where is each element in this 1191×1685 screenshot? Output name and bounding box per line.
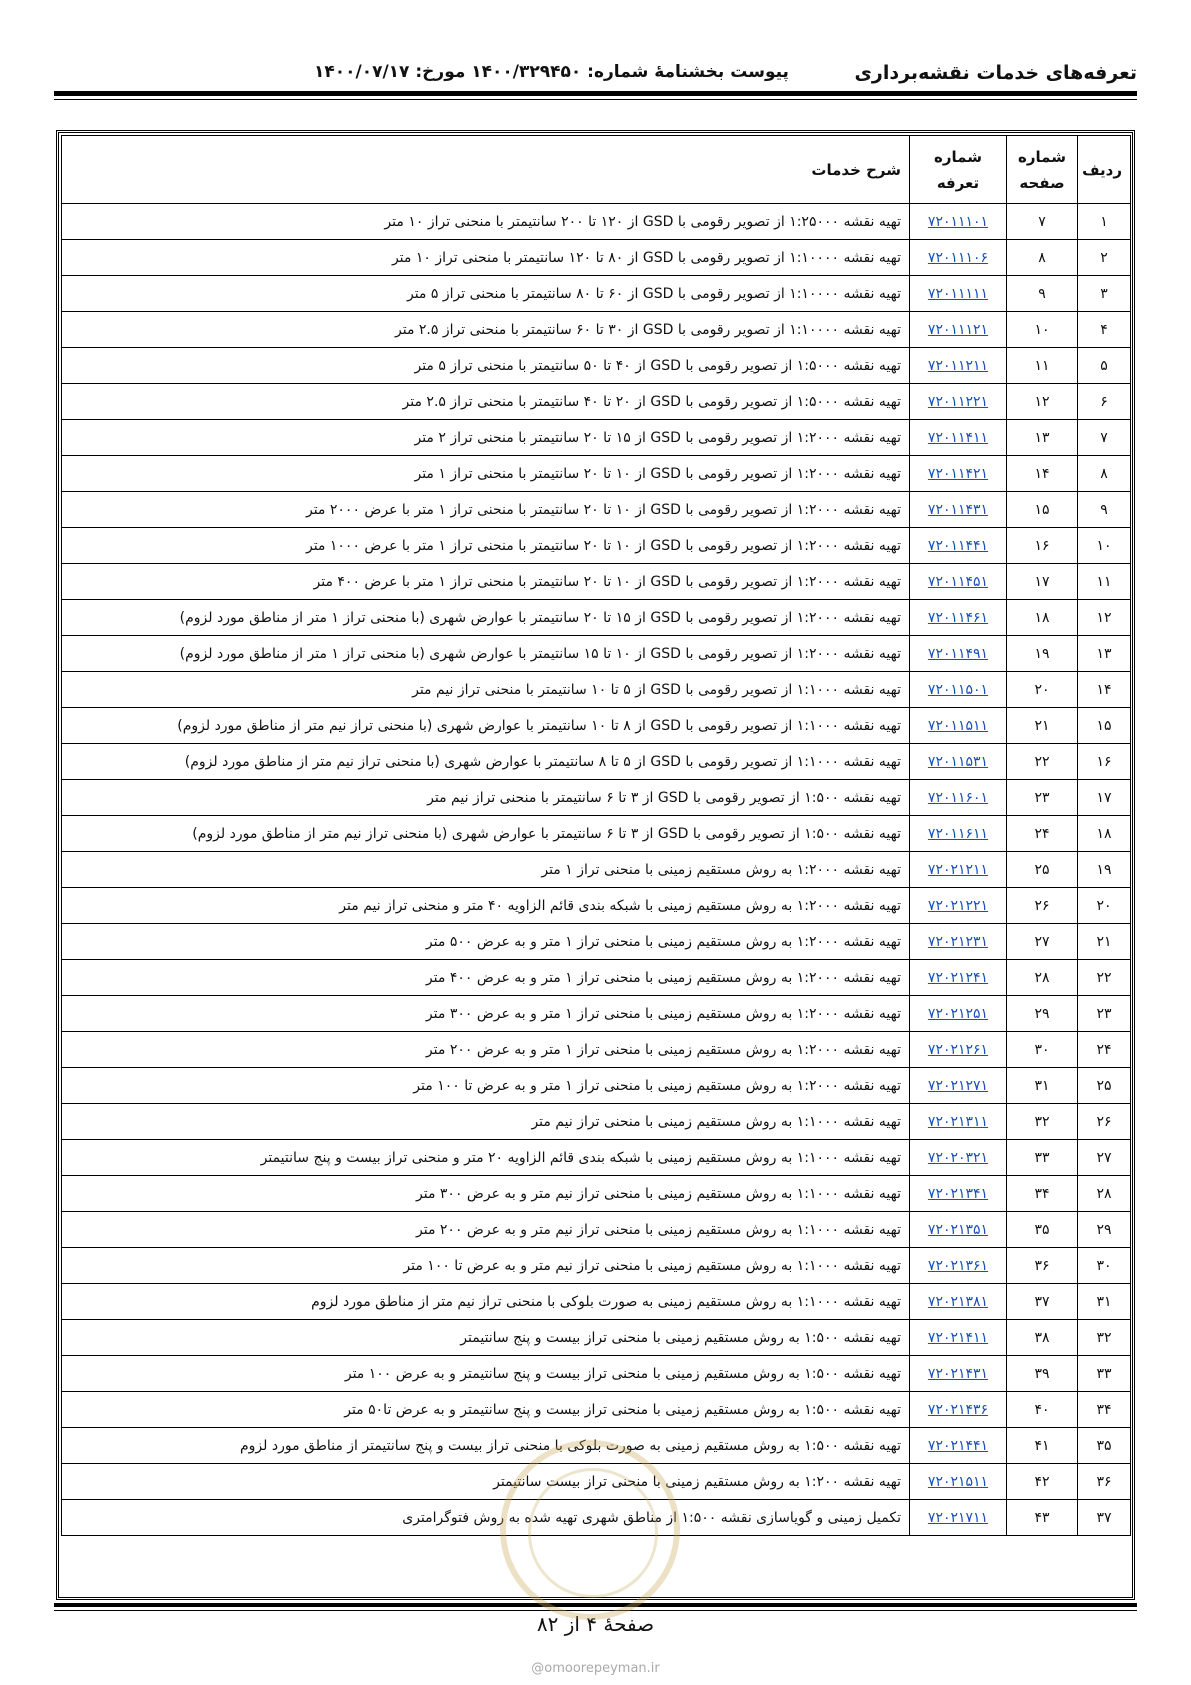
tariff-code-link[interactable]: ۷۲۰۱۱۵۰۱ [910, 672, 1007, 708]
table-row [62, 744, 1131, 780]
service-description: تهیه نقشه ۱:۱۰۰۰ از تصویر رقومی با GSD از ۸ تا ۱۰ سانتیمتر با عوارض شهری (با منحنی تراز نیم متر از مناطق مورد لزوم) [62, 708, 910, 744]
tariff-code-link[interactable]: ۷۲۰۲۱۳۴۱ [910, 1176, 1007, 1212]
page-number-cell: ۲۳ [1007, 780, 1078, 816]
tariff-code-link[interactable]: ۷۲۰۱۱۶۱۱ [910, 816, 1007, 852]
page-number-cell: ۱۷ [1007, 564, 1078, 600]
service-description: تکمیل زمینی و گویاسازی نقشه ۱:۵۰۰ از مناطق شهری تهیه شده به روش فتوگرامتری [62, 1500, 910, 1536]
header-tariff-code: شماره تعرفه [910, 136, 1007, 204]
service-description: تهیه نقشه ۱:۵۰۰ از تصویر رقومی با GSD از ۳ تا ۶ سانتیمتر با منحنی تراز نیم متر [62, 780, 910, 816]
row-number: ۳۲ [1078, 1320, 1131, 1356]
row-number: ۱۴ [1078, 672, 1131, 708]
table-row [62, 204, 1131, 240]
service-description: تهیه نقشه ۱:۲۰۰۰ از تصویر رقومی با GSD از ۱۰ تا ۱۵ سانتیمتر با عوارض شهری (با منحنی تراز ۱ متر از مناطق مورد لزوم) [62, 636, 910, 672]
service-description: تهیه نقشه ۱:۱۰۰۰ از تصویر رقومی با GSD از ۵ تا ۸ سانتیمتر با عوارض شهری (با منحنی تراز نیم متر از مناطق مورد لزوم) [62, 744, 910, 780]
tariff-code-link[interactable]: ۷۲۰۱۱۴۳۱ [910, 492, 1007, 528]
tariff-code-link[interactable]: ۷۲۰۱۱۴۱۱ [910, 420, 1007, 456]
row-number: ۲۲ [1078, 960, 1131, 996]
page-number-cell: ۳۸ [1007, 1320, 1078, 1356]
page-header [54, 58, 1137, 94]
tariff-code-link[interactable]: ۷۲۰۲۱۳۵۱ [910, 1212, 1007, 1248]
page-number-cell: ۱۹ [1007, 636, 1078, 672]
page-number-cell: ۳۲ [1007, 1104, 1078, 1140]
row-number: ۱۹ [1078, 852, 1131, 888]
service-description: تهیه نقشه ۱:۵۰۰ از تصویر رقومی با GSD از ۳ تا ۶ سانتیمتر با عوارض شهری (با منحنی تراز نیم متر از مناطق مورد لزوم) [62, 816, 910, 852]
row-number: ۶ [1078, 384, 1131, 420]
table-row [62, 1248, 1131, 1284]
tariff-code-link[interactable]: ۷۲۰۲۱۲۷۱ [910, 1068, 1007, 1104]
table-row [62, 276, 1131, 312]
row-number: ۷ [1078, 420, 1131, 456]
tariff-code-link[interactable]: ۷۲۰۲۱۲۴۱ [910, 960, 1007, 996]
row-number: ۳۰ [1078, 1248, 1131, 1284]
table-row [62, 1140, 1131, 1176]
tariff-code-link[interactable]: ۷۲۰۲۰۳۲۱ [910, 1140, 1007, 1176]
row-number: ۳ [1078, 276, 1131, 312]
page-number-cell: ۱۰ [1007, 312, 1078, 348]
row-number: ۳۷ [1078, 1500, 1131, 1536]
service-description: تهیه نقشه ۱:۲۰۰۰ به روش مستقیم زمینی با منحنی تراز ۱ متر و به عرض ۵۰۰ متر [62, 924, 910, 960]
tariff-code-link[interactable]: ۷۲۰۲۱۷۱۱ [910, 1500, 1007, 1536]
service-description: تهیه نقشه ۱:۵۰۰۰ از تصویر رقومی با GSD از ۴۰ تا ۵۰ سانتیمتر با منحنی تراز ۵ متر [62, 348, 910, 384]
row-number: ۲۵ [1078, 1068, 1131, 1104]
row-number: ۹ [1078, 492, 1131, 528]
service-description: تهیه نقشه ۱:۲۰۰۰ از تصویر رقومی با GSD از ۱۵ تا ۲۰ سانتیمتر با منحنی تراز ۲ متر [62, 420, 910, 456]
page-number-cell: ۳۱ [1007, 1068, 1078, 1104]
table-row [62, 528, 1131, 564]
page-number-cell: ۹ [1007, 276, 1078, 312]
tariff-code-link[interactable]: ۷۲۰۱۱۴۵۱ [910, 564, 1007, 600]
tariff-code-link[interactable]: ۷۲۰۲۱۳۸۱ [910, 1284, 1007, 1320]
service-description: تهیه نقشه ۱:۲۰۰۰ به روش مستقیم زمینی با منحنی تراز ۱ متر و به عرض ۴۰۰ متر [62, 960, 910, 996]
service-description: تهیه نقشه ۱:۵۰۰ به روش مستقیم زمینی به صورت بلوکی با منحنی تراز بیست و پنج سانتیمتر از مناطق مورد لزوم [62, 1428, 910, 1464]
page-number-cell: ۲۱ [1007, 708, 1078, 744]
table-row [62, 636, 1131, 672]
table-row [62, 1428, 1131, 1464]
row-number: ۳۱ [1078, 1284, 1131, 1320]
page-number-cell: ۴۲ [1007, 1464, 1078, 1500]
row-number: ۲۰ [1078, 888, 1131, 924]
page-number-cell: ۱۲ [1007, 384, 1078, 420]
row-number: ۲۹ [1078, 1212, 1131, 1248]
page-number-cell: ۲۶ [1007, 888, 1078, 924]
service-description: تهیه نقشه ۱:۲۰۰۰ به روش مستقیم زمینی با منحنی تراز ۱ متر [62, 852, 910, 888]
page-number-cell: ۱۵ [1007, 492, 1078, 528]
service-description: تهیه نقشه ۱:۱۰۰۰۰ از تصویر رقومی با GSD از ۳۰ تا ۶۰ سانتیمتر با منحنی تراز ۲.۵ متر [62, 312, 910, 348]
row-number: ۳۶ [1078, 1464, 1131, 1500]
header-rule-thin [54, 99, 1137, 100]
footer-rule-thick [54, 1603, 1137, 1607]
service-description: تهیه نقشه ۱:۱۰۰۰۰ از تصویر رقومی با GSD از ۸۰ تا ۱۲۰ سانتیمتر با منحنی تراز ۱۰ متر [62, 240, 910, 276]
table-row [62, 492, 1131, 528]
tariff-code-link[interactable]: ۷۲۰۲۱۴۳۱ [910, 1356, 1007, 1392]
service-description: تهیه نقشه ۱:۲۰۰۰ به روش مستقیم زمینی با منحنی تراز ۱ متر و به عرض ۳۰۰ متر [62, 996, 910, 1032]
header-row-number: ردیف [1078, 136, 1131, 204]
tariff-code-link[interactable]: ۷۲۰۲۱۴۴۱ [910, 1428, 1007, 1464]
service-description: تهیه نقشه ۱:۲۰۰۰ از تصویر رقومی با GSD از ۱۰ تا ۲۰ سانتیمتر با منحنی تراز ۱ متر با عرض ۴۰۰ متر [62, 564, 910, 600]
tariff-code-link[interactable]: ۷۲۰۲۱۳۶۱ [910, 1248, 1007, 1284]
row-number: ۲۷ [1078, 1140, 1131, 1176]
tariff-code-link[interactable]: ۷۲۰۱۱۵۱۱ [910, 708, 1007, 744]
tariff-code-link[interactable]: ۷۲۰۱۱۵۳۱ [910, 744, 1007, 780]
table-row [62, 708, 1131, 744]
tariff-code-link[interactable]: ۷۲۰۲۱۴۱۱ [910, 1320, 1007, 1356]
table-row [62, 816, 1131, 852]
row-number: ۲۶ [1078, 1104, 1131, 1140]
page-number-cell: ۲۴ [1007, 816, 1078, 852]
tariff-code-link[interactable]: ۷۲۰۱۱۴۲۱ [910, 456, 1007, 492]
table-row [62, 672, 1131, 708]
table-row [62, 960, 1131, 996]
row-number: ۲ [1078, 240, 1131, 276]
service-description: تهیه نقشه ۱:۲۰۰۰ از تصویر رقومی با GSD از ۱۰ تا ۲۰ سانتیمتر با منحنی تراز ۱ متر با عرض ۱۰۰۰ متر [62, 528, 910, 564]
table-row [62, 1032, 1131, 1068]
tariff-code-link[interactable]: ۷۲۰۲۱۲۶۱ [910, 1032, 1007, 1068]
row-number: ۳۵ [1078, 1428, 1131, 1464]
table-row [62, 456, 1131, 492]
footer-rule-thin [54, 1610, 1137, 1611]
page-number-cell: ۷ [1007, 204, 1078, 240]
watermark-url: @omoorepeyman.ir [531, 1661, 660, 1676]
service-description: تهیه نقشه ۱:۲۵۰۰۰ از تصویر رقومی با GSD از ۱۲۰ تا ۲۰۰ سانتیمتر با منحنی تراز ۱۰ متر [62, 204, 910, 240]
tariff-code-link[interactable]: ۷۲۰۲۱۵۱۱ [910, 1464, 1007, 1500]
table-row [62, 1356, 1131, 1392]
service-description: تهیه نقشه ۱:۵۰۰۰ از تصویر رقومی با GSD از ۲۰ تا ۴۰ سانتیمتر با منحنی تراز ۲.۵ متر [62, 384, 910, 420]
page-number-cell: ۴۳ [1007, 1500, 1078, 1536]
tariff-code-link[interactable]: ۷۲۰۱۱۱۲۱ [910, 312, 1007, 348]
page-number-cell: ۳۶ [1007, 1248, 1078, 1284]
page-number-cell: ۱۶ [1007, 528, 1078, 564]
row-number: ۱۷ [1078, 780, 1131, 816]
service-description: تهیه نقشه ۱:۲۰۰۰ به روش مستقیم زمینی با منحنی تراز ۱ متر و به عرض تا ۱۰۰ متر [62, 1068, 910, 1104]
row-number: ۵ [1078, 348, 1131, 384]
table-row [62, 1176, 1131, 1212]
circular-reference: پیوست بخشنامهٔ شماره: ۱۴۰۰/۳۲۹۴۵۰ مورخ: ۱۴۰۰/۰۷/۱۷ [314, 62, 789, 82]
page-number-cell: ۱۸ [1007, 600, 1078, 636]
page-number-cell: ۴۰ [1007, 1392, 1078, 1428]
table-row [62, 384, 1131, 420]
table-row [62, 312, 1131, 348]
tariff-code-link[interactable]: ۷۲۰۲۱۲۳۱ [910, 924, 1007, 960]
tariff-code-link[interactable]: ۷۲۰۲۱۲۲۱ [910, 888, 1007, 924]
table-row [62, 1464, 1131, 1500]
table-row [62, 780, 1131, 816]
service-description: تهیه نقشه ۱:۱۰۰۰ به روش مستقیم زمینی با منحنی تراز نیم متر و به عرض تا ۱۰۰ متر [62, 1248, 910, 1284]
tariff-code-link[interactable]: ۷۲۰۱۱۶۰۱ [910, 780, 1007, 816]
tariff-code-link[interactable]: ۷۲۰۲۱۲۵۱ [910, 996, 1007, 1032]
service-description: تهیه نقشه ۱:۲۰۰۰ از تصویر رقومی با GSD از ۱۵ تا ۲۰ سانتیمتر با عوارض شهری (با منحنی تراز ۱ متر از مناطق مورد لزوم) [62, 600, 910, 636]
row-number: ۱۱ [1078, 564, 1131, 600]
table-row [62, 1212, 1131, 1248]
table-row [62, 600, 1131, 636]
tariff-code-link[interactable]: ۷۲۰۱۱۱۰۶ [910, 240, 1007, 276]
service-description: تهیه نقشه ۱:۱۰۰۰ از تصویر رقومی با GSD از ۵ تا ۱۰ سانتیمتر با منحنی تراز نیم متر [62, 672, 910, 708]
page-number-cell: ۲۲ [1007, 744, 1078, 780]
page-number-cell: ۳۷ [1007, 1284, 1078, 1320]
table-row [62, 1104, 1131, 1140]
tariff-code-link[interactable]: ۷۲۰۱۱۱۱۱ [910, 276, 1007, 312]
table-row [62, 888, 1131, 924]
service-description: تهیه نقشه ۱:۲۰۰۰ از تصویر رقومی با GSD از ۱۰ تا ۲۰ سانتیمتر با منحنی تراز ۱ متر [62, 456, 910, 492]
page-number: صفحهٔ ۴ از ۸۲ [536, 1612, 655, 1636]
table-row [62, 420, 1131, 456]
document-title: تعرفه‌های خدمات نقشه‌برداری [854, 62, 1137, 84]
tariff-table [61, 135, 1131, 1536]
service-description: تهیه نقشه ۱:۲۰۰ به روش مستقیم زمینی با منحنی تراز بیست سانتیمتر [62, 1464, 910, 1500]
row-number: ۳۳ [1078, 1356, 1131, 1392]
row-number: ۲۴ [1078, 1032, 1131, 1068]
tariff-code-link[interactable]: ۷۲۰۲۱۴۳۶ [910, 1392, 1007, 1428]
service-description: تهیه نقشه ۱:۱۰۰۰ به روش مستقیم زمینی با منحنی تراز نیم متر و به عرض ۳۰۰ متر [62, 1176, 910, 1212]
tariff-code-link[interactable]: ۷۲۰۱۱۲۱۱ [910, 348, 1007, 384]
service-description: تهیه نقشه ۱:۲۰۰۰ به روش مستقیم زمینی با منحنی تراز ۱ متر و به عرض ۲۰۰ متر [62, 1032, 910, 1068]
header-rule-thick [54, 91, 1137, 96]
tariff-code-link[interactable]: ۷۲۰۱۱۴۴۱ [910, 528, 1007, 564]
tariff-code-link[interactable]: ۷۲۰۱۱۴۶۱ [910, 600, 1007, 636]
service-description: تهیه نقشه ۱:۱۰۰۰ به روش مستقیم زمینی با شبکه بندی قائم الزاویه ۲۰ متر و منحنی تراز بیست و پنج سانتیمتر [62, 1140, 910, 1176]
tariff-code-link[interactable]: ۷۲۰۱۱۲۲۱ [910, 384, 1007, 420]
page-number-cell: ۲۵ [1007, 852, 1078, 888]
page-number-cell: ۱۱ [1007, 348, 1078, 384]
row-number: ۱۵ [1078, 708, 1131, 744]
service-description: تهیه نقشه ۱:۲۰۰۰ از تصویر رقومی با GSD از ۱۰ تا ۲۰ سانتیمتر با منحنی تراز ۱ متر با عرض ۲۰۰۰ متر [62, 492, 910, 528]
row-number: ۸ [1078, 456, 1131, 492]
table-row [62, 240, 1131, 276]
table-row [62, 924, 1131, 960]
page-number-cell: ۳۹ [1007, 1356, 1078, 1392]
row-number: ۱۶ [1078, 744, 1131, 780]
page-number-cell: ۸ [1007, 240, 1078, 276]
row-number: ۴ [1078, 312, 1131, 348]
row-number: ۲۱ [1078, 924, 1131, 960]
tariff-code-link[interactable]: ۷۲۰۲۱۳۱۱ [910, 1104, 1007, 1140]
table-row [62, 1392, 1131, 1428]
tariff-code-link[interactable]: ۷۲۰۱۱۱۰۱ [910, 204, 1007, 240]
row-number: ۱۳ [1078, 636, 1131, 672]
header-page-number: شماره صفحه [1007, 136, 1078, 204]
page-number-cell: ۱۳ [1007, 420, 1078, 456]
service-description: تهیه نقشه ۱:۵۰۰ به روش مستقیم زمینی با منحنی تراز بیست و پنج سانتیمتر و به عرض ۱۰۰ متر [62, 1356, 910, 1392]
table-body [62, 204, 1131, 1536]
table-header-row [62, 136, 1131, 204]
row-number: ۱ [1078, 204, 1131, 240]
row-number: ۲۸ [1078, 1176, 1131, 1212]
page-number-cell: ۲۰ [1007, 672, 1078, 708]
row-number: ۳۴ [1078, 1392, 1131, 1428]
service-description: تهیه نقشه ۱:۱۰۰۰ به روش مستقیم زمینی به صورت بلوکی با منحنی تراز نیم متر از مناطق مورد لزوم [62, 1284, 910, 1320]
page-number-cell: ۳۴ [1007, 1176, 1078, 1212]
service-description: تهیه نقشه ۱:۱۰۰۰۰ از تصویر رقومی با GSD از ۶۰ تا ۸۰ سانتیمتر با منحنی تراز ۵ متر [62, 276, 910, 312]
row-number: ۱۰ [1078, 528, 1131, 564]
tariff-code-link[interactable]: ۷۲۰۲۱۲۱۱ [910, 852, 1007, 888]
row-number: ۱۸ [1078, 816, 1131, 852]
page-number-cell: ۲۷ [1007, 924, 1078, 960]
service-description: تهیه نقشه ۱:۲۰۰۰ به روش مستقیم زمینی با شبکه بندی قائم الزاویه ۴۰ متر و منحنی تراز نیم متر [62, 888, 910, 924]
tariff-code-link[interactable]: ۷۲۰۱۱۴۹۱ [910, 636, 1007, 672]
page-number-cell: ۲۸ [1007, 960, 1078, 996]
page-number-cell: ۳۳ [1007, 1140, 1078, 1176]
table-row [62, 1320, 1131, 1356]
service-description: تهیه نقشه ۱:۵۰۰ به روش مستقیم زمینی با منحنی تراز بیست و پنج سانتیمتر [62, 1320, 910, 1356]
page-number-cell: ۴۱ [1007, 1428, 1078, 1464]
table-row [62, 1284, 1131, 1320]
service-description: تهیه نقشه ۱:۱۰۰۰ به روش مستقیم زمینی با منحنی تراز نیم متر [62, 1104, 910, 1140]
page-number-cell: ۲۹ [1007, 996, 1078, 1032]
service-description: تهیه نقشه ۱:۵۰۰ به روش مستقیم زمینی با منحنی تراز بیست و پنج سانتیمتر و به عرض تا۵۰ متر [62, 1392, 910, 1428]
page-number-cell: ۳۰ [1007, 1032, 1078, 1068]
table-row [62, 564, 1131, 600]
table-row [62, 852, 1131, 888]
table-row [62, 1500, 1131, 1536]
page-number-cell: ۱۴ [1007, 456, 1078, 492]
page-number-cell: ۳۵ [1007, 1212, 1078, 1248]
row-number: ۲۳ [1078, 996, 1131, 1032]
table-row [62, 996, 1131, 1032]
header-description: شرح خدمات [62, 136, 910, 204]
service-description: تهیه نقشه ۱:۱۰۰۰ به روش مستقیم زمینی با منحنی تراز نیم متر و به عرض ۲۰۰ متر [62, 1212, 910, 1248]
table-row [62, 348, 1131, 384]
row-number: ۱۲ [1078, 600, 1131, 636]
table-row [62, 1068, 1131, 1104]
